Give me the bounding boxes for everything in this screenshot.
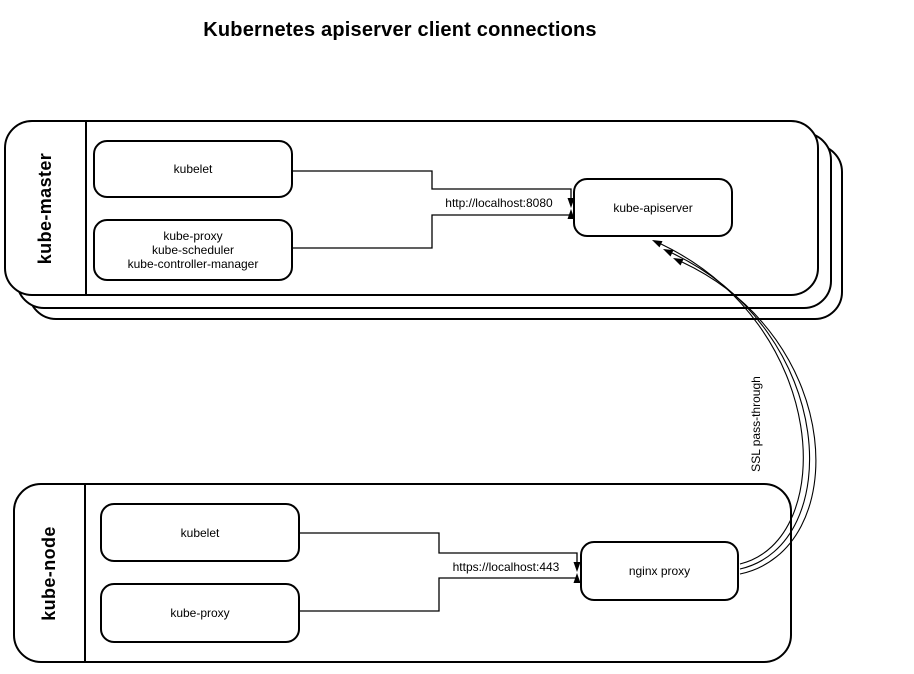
node-kubelet-label: kubelet (180, 525, 220, 540)
master-components-line-3: kube-controller-manager (127, 257, 259, 271)
master-label-divider (85, 122, 87, 294)
kube-apiserver-label: kube-apiserver (613, 200, 693, 215)
nginx-proxy-label: nginx proxy (628, 564, 691, 578)
master-kubelet-label: kubelet (173, 162, 213, 176)
ssl-pass-through-label: SSL pass-through (749, 376, 763, 472)
node-kubelet-node (100, 503, 300, 562)
node-kube-proxy-label: kube-proxy (170, 606, 230, 620)
nginx-proxy-node (580, 541, 739, 601)
diagram-title: Kubernetes apiserver client connections (203, 19, 597, 41)
master-components-node (93, 219, 293, 281)
master-components-line-1: kube-proxy (163, 229, 223, 243)
kube-apiserver-node (573, 178, 733, 237)
node-edge-label: https://localhost:443 (452, 560, 560, 574)
node-group-label-wrap (15, 485, 84, 661)
master-group-label: kube-master (35, 152, 56, 264)
node-kube-proxy-node (100, 583, 300, 643)
master-components-line-2: kube-scheduler (151, 243, 235, 257)
master-group-label-wrap (6, 122, 85, 294)
node-label-divider (84, 485, 86, 661)
master-kubelet-node (93, 140, 293, 198)
master-edge-label: http://localhost:8080 (445, 196, 553, 210)
node-group-label: kube-node (39, 525, 60, 621)
